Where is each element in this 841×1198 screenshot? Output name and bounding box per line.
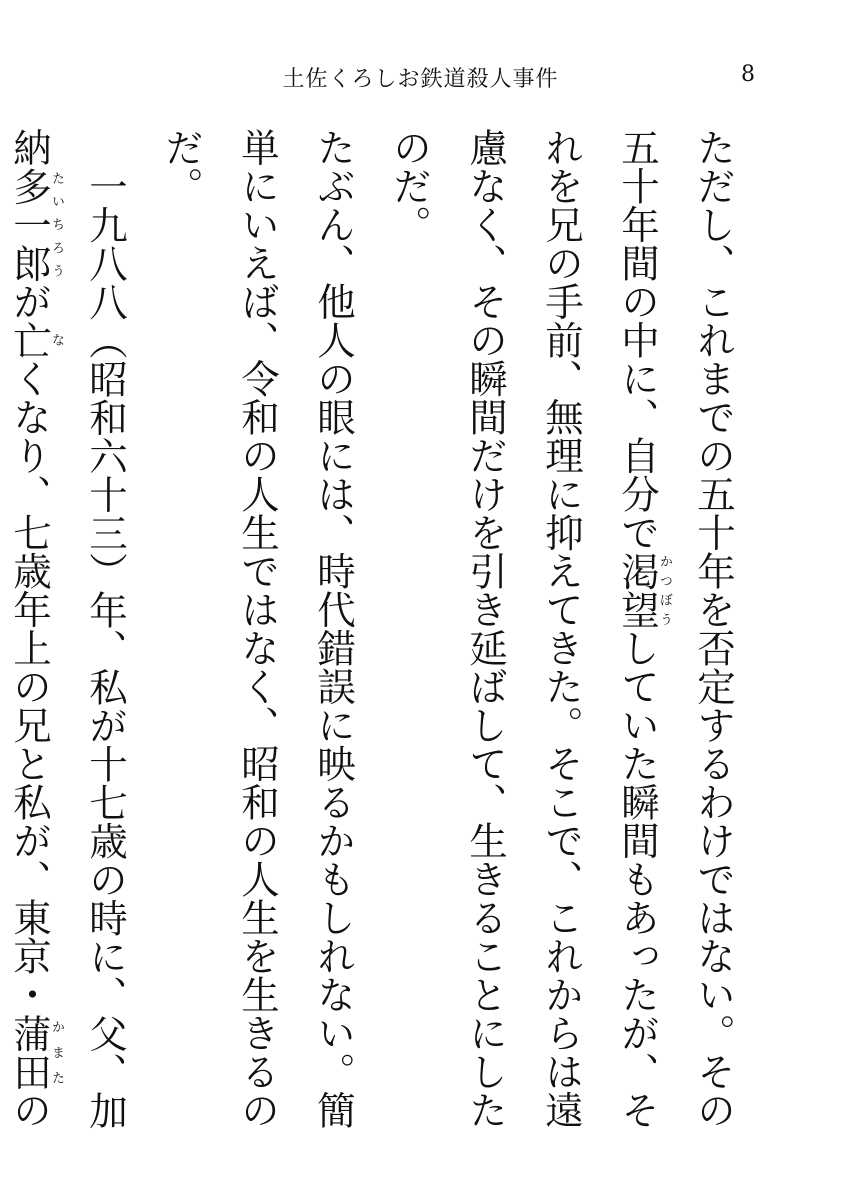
text-run: が (7, 282, 52, 321)
ruby-reading: かまた (49, 1013, 64, 1091)
ruby-reading: たいちろう (49, 166, 64, 282)
vertical-body-text (7, 128, 751, 1138)
text-run: ただし、これまでの五十年を否定するわけではない。その五十年間の中に、自分で (615, 128, 736, 1129)
ruby-base: 亡 (7, 320, 52, 359)
ruby-reading: な (49, 320, 64, 359)
paragraph-1 (371, 128, 751, 1138)
ruby-kamata (7, 1013, 64, 1091)
paragraph-3 (0, 128, 143, 1138)
paragraph-2 (143, 128, 371, 1138)
text-run: の (7, 1090, 52, 1129)
ruby-taichirou (7, 166, 64, 283)
ruby-base: 多一郎 (7, 166, 52, 282)
ruby-base: 蒲田 (7, 1013, 52, 1091)
ruby-base: 渇望 (615, 551, 660, 629)
running-header-title: 土佐くろしお鉄道殺人事件 (282, 67, 559, 92)
text-run: していた瞬間もあったが、それを兄の手前、無理に抑えてきた。そこで、これからは遠慮なく、その瞬間だけを引き延ばして、生きることにしたのだ。 (387, 128, 660, 1129)
ruby-katsubou (615, 551, 672, 629)
text-run: たぶん、他人の眼には、時代錯誤に映るかもしれない。簡単にいえば、令和の人生ではなく、昭和の人生を生きるのだ。 (159, 128, 356, 1129)
ruby-na (7, 320, 64, 360)
text-run: 一九八八（昭和六十三）年、私が十七歳の時に、父、加納 (7, 128, 128, 1129)
page-number: 8 (741, 62, 755, 87)
ruby-reading: かつぼう (657, 551, 672, 629)
text-run: くなり、七歳年上の兄と私が、東京・ (7, 359, 52, 1014)
